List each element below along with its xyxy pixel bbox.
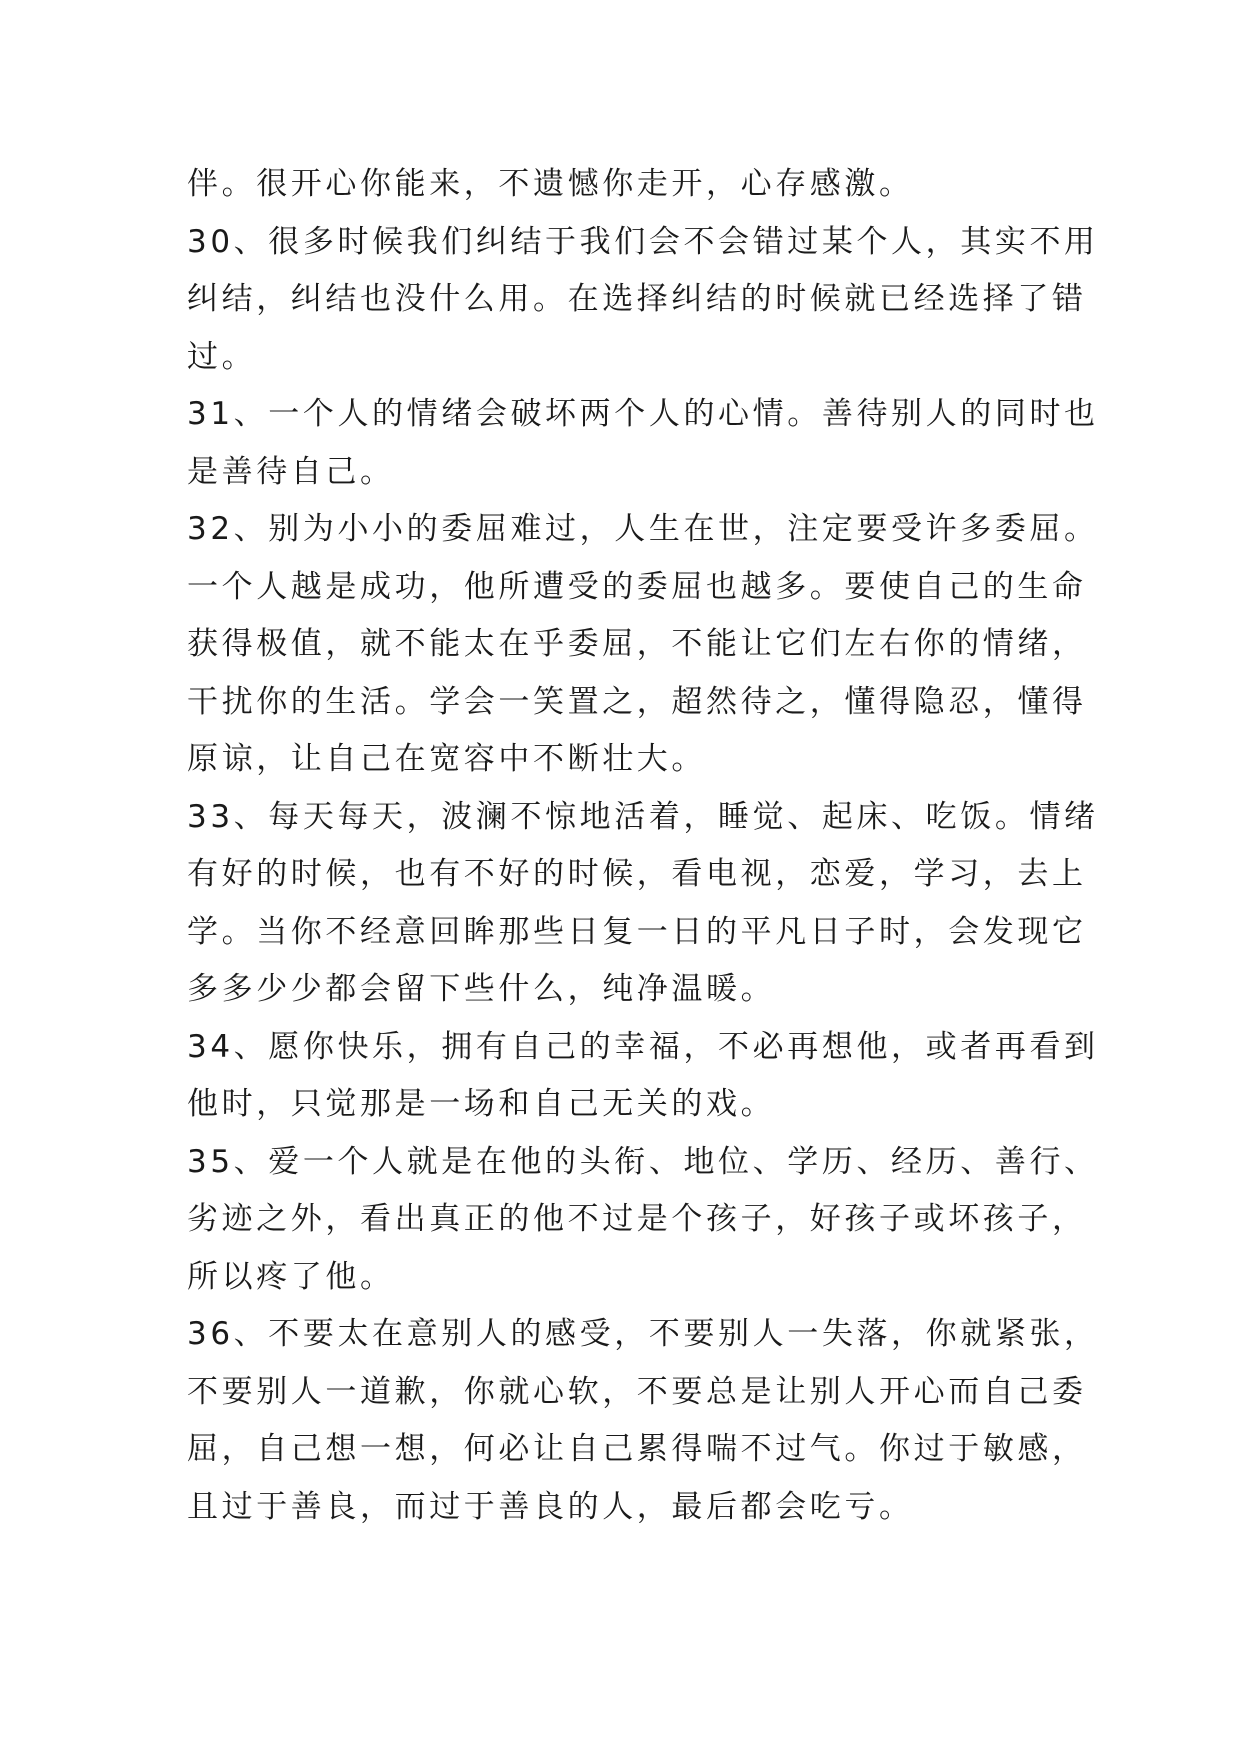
text-line: 他时，只觉那是一场和自己无关的戏。 (187, 1086, 776, 1122)
text-line: 30、很多时候我们纠结于我们会不会错过某个人，其实不用 (187, 223, 1099, 260)
text-line: 且过于善良，而过于善良的人，最后都会吃亏。 (187, 1488, 914, 1525)
text-line: 不要别人一道歉，你就心软，不要总是让别人开心而自己委 (187, 1373, 1087, 1410)
text-line: 一个人越是成功，他所遭受的委屈也越多。要使自己的生命 (187, 568, 1087, 605)
text-line: 多多少少都会留下些什么，纯净温暖。 (187, 971, 776, 1007)
text-line: 屈，自己想一想，何必让自己累得喘不过气。你过于敏感， (187, 1431, 1087, 1467)
text-line: 干扰你的生活。学会一笑置之，超然待之，懂得隐忍，懂得 (187, 683, 1087, 720)
text-line: 35、爱一个人就是在他的头衔、地位、学历、经历、善行、 (187, 1143, 1099, 1180)
document-body-text (187, 156, 1099, 1536)
text-line: 所以疼了他。 (187, 1258, 395, 1295)
text-line: 33、每天每天，波澜不惊地活着，睡觉、起床、吃饭。情绪 (187, 798, 1099, 835)
text-line: 学。当你不经意回眸那些日复一日的平凡日子时，会发现它 (187, 913, 1087, 950)
text-line: 纠结，纠结也没什么用。在选择纠结的时候就已经选择了错 (187, 281, 1087, 317)
text-line: 有好的时候，也有不好的时候，看电视，恋爱，学习，去上 (187, 856, 1087, 892)
text-line: 过。 (187, 338, 257, 375)
text-line: 伴。很开心你能来，不遗憾你走开，心存感激。 (187, 166, 914, 202)
text-line: 34、愿你快乐，拥有自己的幸福，不必再想他，或者再看到 (187, 1028, 1099, 1065)
text-line: 36、不要太在意别人的感受，不要别人一失落，你就紧张， (187, 1316, 1099, 1352)
text-line: 32、别为小小的委屈难过，人生在世，注定要受许多委屈。 (187, 511, 1099, 547)
text-line: 获得极值，就不能太在乎委屈，不能让它们左右你的情绪， (187, 626, 1087, 662)
text-line: 劣迹之外，看出真正的他不过是个孩子，好孩子或坏孩子， (187, 1201, 1087, 1237)
text-line: 是善待自己。 (187, 453, 395, 490)
text-line: 原谅，让自己在宽容中不断壮大。 (187, 741, 706, 777)
text-line: 31、一个人的情绪会破坏两个人的心情。善待别人的同时也 (187, 396, 1099, 432)
